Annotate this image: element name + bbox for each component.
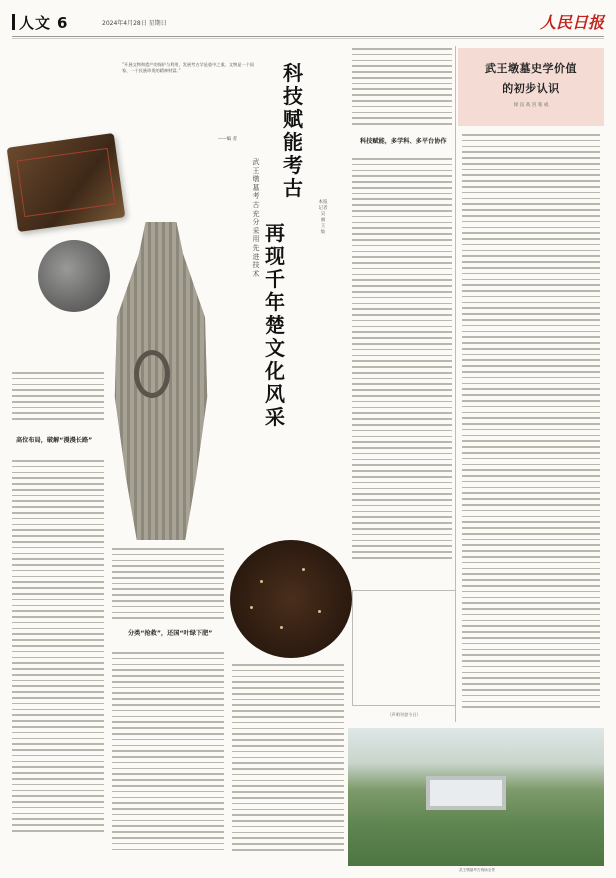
plate-dot xyxy=(260,580,263,583)
issue-date: 2024年4月28日 星期日 xyxy=(102,20,167,27)
section-bar xyxy=(12,14,15,30)
body-text-left-top xyxy=(12,372,104,424)
section-name: 人文 xyxy=(19,14,52,32)
subhead-1: 高位布局，破解“漫漫长路” xyxy=(16,437,93,444)
headline-part1: 科技赋能考古 xyxy=(283,61,303,200)
body-text-mid xyxy=(352,158,452,563)
site-building xyxy=(430,780,502,806)
header-rule-thin xyxy=(12,38,604,39)
plate-dot xyxy=(318,610,321,613)
subhead-2: 分类“抢救”，还国“叶绿下肥” xyxy=(128,630,213,637)
column-divider xyxy=(455,46,456,722)
lacquer-box-photo xyxy=(7,133,126,232)
section-label xyxy=(12,12,68,33)
plate-dot xyxy=(250,606,253,609)
newspaper-logo: 人民日报 xyxy=(539,13,604,32)
lacquer-pattern xyxy=(16,148,115,217)
body-text-left xyxy=(12,460,104,836)
quote-signature: ——编 者 xyxy=(218,137,237,142)
byline: 本报记者 吴 丽 王 灿 xyxy=(318,200,328,235)
subheadline: 武王墩墓考古充分采用先进技术 xyxy=(252,158,260,278)
lacquer-plate-photo xyxy=(230,540,352,658)
page-header xyxy=(12,12,604,34)
page-number: 6 xyxy=(57,14,69,32)
body-text-center-top xyxy=(112,548,224,623)
photo-credit: 武王墩墓考古现场全景 xyxy=(459,868,495,872)
body-text-mid-top xyxy=(352,48,452,129)
sidebar-body-text xyxy=(462,134,600,712)
headline-part2: 再现千年楚文化风采 xyxy=(265,221,285,429)
plate-dot xyxy=(302,568,305,571)
sidebar-title-line2: 的初步认识 xyxy=(502,82,560,95)
body-text-center xyxy=(112,652,224,854)
subhead-3: 科技赋能，多学科、多平台协作 xyxy=(360,138,447,145)
sidebar-title-line1: 武王墩墓史学价值 xyxy=(485,62,577,75)
plate-dot xyxy=(280,626,283,629)
artifact-photo-round xyxy=(38,240,110,312)
header-rule xyxy=(12,36,604,37)
body-text-center-2 xyxy=(232,664,344,855)
sidebar-author: 徐 良 高 宫 希 成 xyxy=(513,103,549,108)
vessel-ring-handle xyxy=(134,350,170,398)
editor-quote: “开展文物和遗产的保护与利用，发展考古学是重中之重。文物是一个国家、一个民族珍贵的精神财富。” xyxy=(122,62,254,74)
excavation-site-photo xyxy=(348,728,604,866)
info-box xyxy=(352,590,456,706)
article-note: （声明刊登今日） xyxy=(387,712,421,717)
